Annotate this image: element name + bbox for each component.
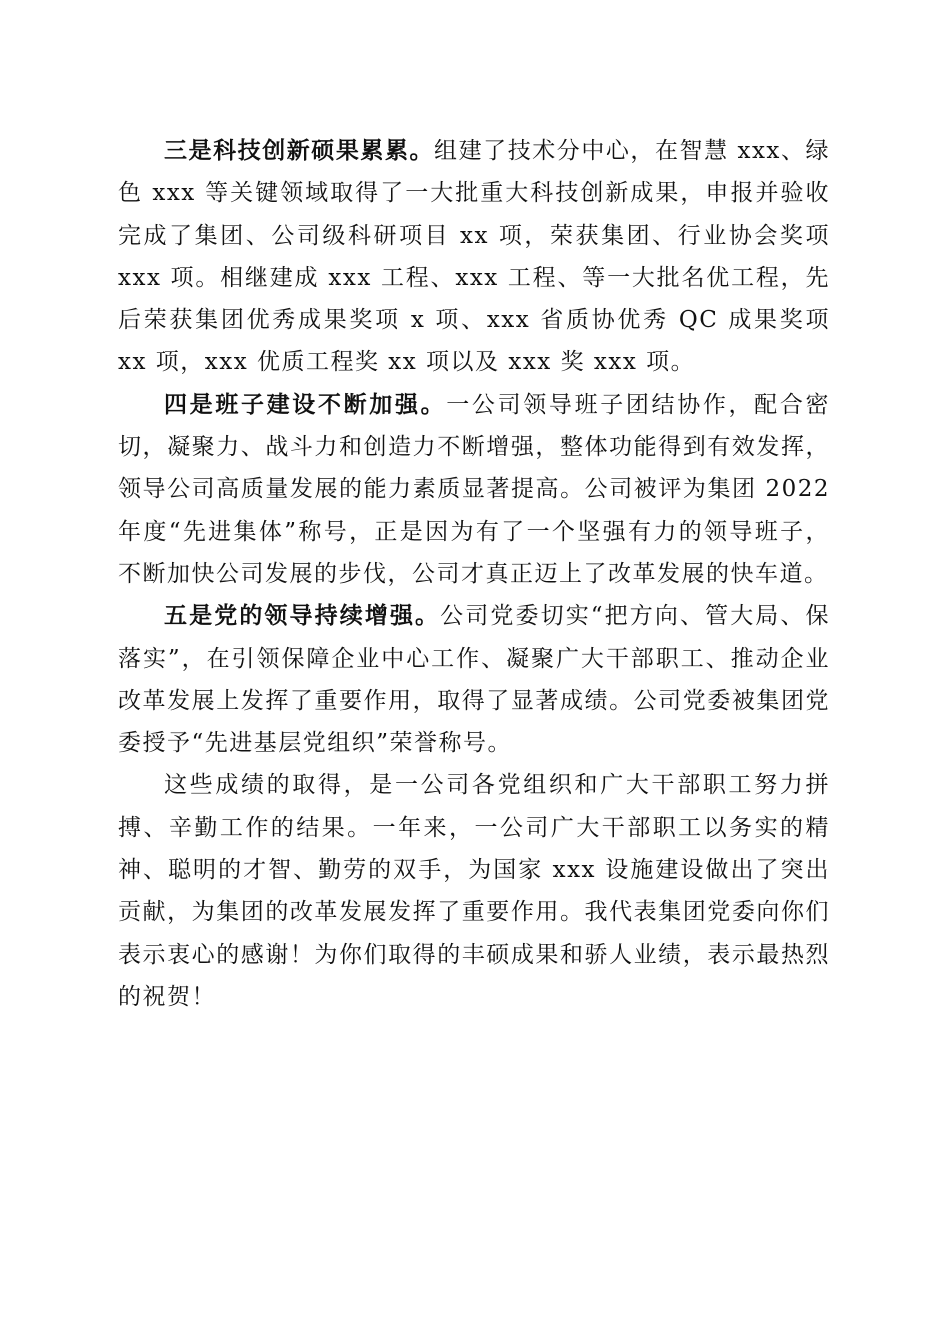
paragraph-lead: 三是科技创新硕果累累。: [164, 137, 435, 164]
paragraph-text: 组建了技术分中心，在智慧 xxx、绿色 xxx 等关键领域取得了一大批重大科技创新成果，申报并验收完成了集团、公司级科研项目 xx 项，荣获集团、行业协会奖项 xxx 项。相继建成 xxx 工程、xxx 工程、等一大批名优工程，先后荣获集团优秀成果奖项 x 项、xxx 省质协优秀 QC 成果奖项 xx 项，xxx 优质工程奖 xx 项以及 xxx 奖 xxx 项。: [118, 138, 831, 376]
paragraph-text: 一公司领导班子团结协作，配合密切，凝聚力、战斗力和创造力不断增强，整体功能得到有效发挥，领导公司高质量发展的能力素质显著提高。公司被评为集团 2022 年度“先进集体”称号，正是因为有了一个坚强有力的领导班子，不断加快公司发展的步伐，公司才真正迈上了改革发展的快车道。: [118, 391, 831, 587]
paragraph-party-leadership: [118, 595, 830, 764]
paragraph-text: 公司党委切实“把方向、管大局、保落实”，在引领保障企业中心工作、凝聚广大干部职工、推动企业改革发展上发挥了重要作用，取得了显著成绩。公司党委被集团党委授予“先进基层党组织”荣誉称号。: [118, 603, 831, 757]
paragraph-lead: 四是班子建设不断加强。: [164, 390, 447, 418]
paragraph-team-building: [118, 384, 830, 595]
paragraph-closing-thanks: [118, 764, 830, 1018]
document-body: [118, 130, 830, 1018]
paragraph-text: 这些成绩的取得，是一公司各党组织和广大干部职工努力拼搏、辛勤工作的结果。一年来，一公司广大干部职工以务实的精神、聪明的才智、勤劳的双手，为国家 xxx 设施建设做出了突出贡献，为集团的改革发展发挥了重要作用。我代表集团党委向你们表示衷心的感谢！为你们取得的丰硕成果和骄人业绩，表示最热烈的祝贺！: [118, 772, 830, 1010]
paragraph-lead: 五是党的领导持续增强。: [164, 602, 441, 630]
paragraph-tech-innovation: [118, 130, 830, 384]
